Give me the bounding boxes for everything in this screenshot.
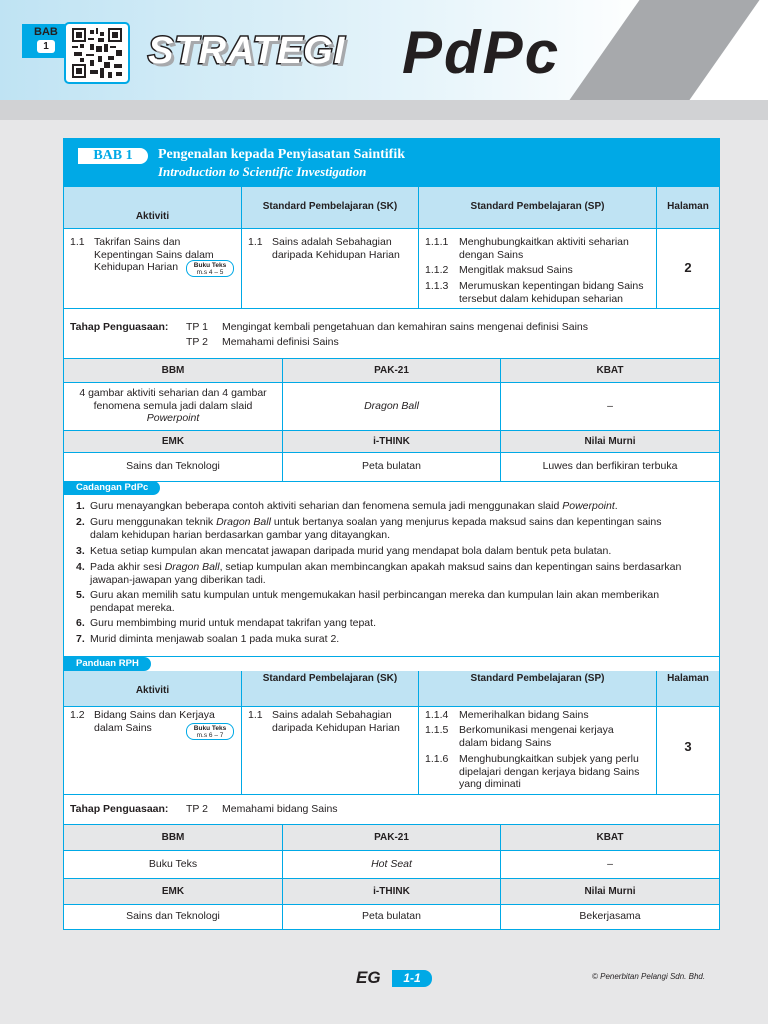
content-frame: [63, 138, 720, 930]
bbm-header: BBM: [161, 365, 185, 376]
tahap-text: Mengingat kembali pengetahuan dan kemahiran sains mengenai definisi Sains: [222, 321, 588, 333]
item-number: 6.: [76, 617, 85, 629]
section2-emk-header: [64, 879, 719, 905]
bab-tag: [22, 24, 68, 58]
item-text: Guru akan memilih satu kumpulan untuk mengemukakan hasil perbincangan mereka dan kumpulan lain akan memberikan pendapat mereka.: [90, 589, 660, 614]
tahap-code: TP 2: [186, 803, 208, 815]
title-pdpc: PdPc: [402, 19, 561, 86]
emk-header: EMK: [161, 886, 185, 897]
section2-tahap-row: [64, 795, 719, 825]
item-text: Guru membimbing murid untuk mendapat takrifan yang tepat.: [90, 617, 376, 629]
item-number: 3.: [76, 545, 85, 557]
section1-header-row: [64, 187, 719, 229]
ithink-value: Peta bulatan: [282, 453, 500, 481]
sp-number: 1.1.1: [425, 236, 449, 248]
tahap-text: Memahami bidang Sains: [222, 803, 338, 815]
header-sk: Standard Pembelajaran (SK): [241, 187, 418, 228]
header-sp: Standard Pembelajaran (SP): [418, 187, 656, 228]
aktiviti-line: Kehidupan Harian: [94, 261, 179, 273]
buku-teks-pages: m.s 6 – 7: [196, 732, 224, 739]
sp-line: dengan Sains: [459, 248, 524, 261]
item-number: 4.: [76, 561, 85, 573]
sp-line: dalam bidang Sains: [459, 736, 552, 749]
sp-number: 1.1.5: [425, 724, 449, 736]
sp-line: Berkomunikasi mengenai kerjaya: [459, 724, 614, 736]
sp-line: Menghubungkaitkan subjek yang perlu: [459, 753, 639, 765]
sp-line: Merumuskan kepentingan bidang Sains: [459, 280, 644, 292]
section1-bbm-header: [64, 359, 719, 383]
section2-bbm-header: [64, 825, 719, 851]
halaman-value: 3: [656, 707, 719, 794]
tahap-code: TP 1: [186, 321, 208, 333]
aktiviti-line: dalam Sains: [94, 721, 152, 734]
header-aktiviti: Aktiviti: [135, 685, 170, 696]
section1-emk-header: [64, 431, 719, 453]
sp-cell: [418, 229, 656, 308]
item-number: 7.: [76, 633, 85, 645]
sp-cell: [418, 707, 656, 794]
item-number: 2.: [76, 516, 85, 528]
cadangan-box: [64, 481, 719, 657]
buku-teks-pages: m.s 4 – 5: [196, 269, 224, 276]
bbm-line: Powerpoint: [146, 412, 200, 424]
bbm-value: [64, 383, 282, 430]
header-halaman: Halaman: [656, 187, 719, 228]
sp-line: Memerihalkan bidang Sains: [459, 709, 589, 721]
sk-cell: [241, 229, 418, 308]
sp-line: tersebut dalam kehidupan seharian: [459, 292, 624, 305]
sp-line: Mengitlak maksud Sains: [459, 264, 573, 276]
aktiviti-line: Kepentingan Sains dalam: [94, 248, 214, 261]
sk-line: daripada Kehidupan Harian: [272, 721, 400, 734]
aktiviti-cell: [64, 229, 241, 308]
bbm-line: 4 gambar aktiviti seharian dan 4 gambar: [79, 387, 267, 399]
bbm-header: BBM: [161, 832, 185, 843]
bab-label: BAB: [34, 26, 58, 38]
title-strategi: STRATEGI: [148, 30, 346, 72]
footer-page-number: 1-1: [392, 970, 432, 987]
tahap-label: Tahap Penguasaan:: [70, 803, 169, 815]
nilai-header: Nilai Murni: [500, 879, 719, 904]
halaman-value: 2: [656, 229, 719, 308]
section1-emk-values: [64, 453, 719, 481]
buku-teks-label: Buku Teks: [193, 725, 227, 732]
emk-value: Sains dan Teknologi: [126, 460, 220, 472]
kbat-value: –: [500, 851, 719, 878]
aktiviti-line: Bidang Sains dan Kerjaya: [94, 709, 215, 721]
footer-copyright: © Penerbitan Pelangi Sdn. Bhd.: [592, 972, 706, 981]
bbm-line: fenomena semula jadi dalam slaid: [93, 399, 253, 412]
page-header: [0, 0, 768, 120]
item-text: Murid diminta menjawab soalan 1 pada muka surat 2.: [90, 633, 340, 645]
section2-content-row: [64, 707, 719, 795]
item-number: 5.: [76, 589, 85, 601]
header-gray-bar: [0, 100, 768, 120]
tahap-text: Memahami definisi Sains: [222, 336, 339, 348]
sk-number: 1.1: [248, 709, 263, 721]
item-text: Guru menayangkan beberapa contoh aktiviti seharian dan fenomena semula jadi menggunakan slaid Powerpoint.: [90, 500, 618, 512]
nilai-value: Luwes dan berfikiran terbuka: [500, 453, 719, 481]
header-sp: Standard Pembelajaran (SP): [418, 671, 656, 706]
qr-code-graphic: [70, 28, 124, 78]
tahap-code: TP 2: [186, 336, 208, 348]
sk-number: 1.1: [248, 236, 263, 248]
aktiviti-line: Takrifan Sains dan: [94, 236, 181, 248]
section2-tab: Panduan RPH: [64, 657, 151, 671]
ithink-value: Peta bulatan: [282, 905, 500, 929]
ithink-header: i-THINK: [282, 879, 500, 904]
aktiviti-number: 1.2: [70, 709, 85, 721]
pak-value: Hot Seat: [282, 851, 500, 878]
emk-value: Sains dan Teknologi: [126, 910, 220, 922]
tahap-label: Tahap Penguasaan:: [70, 321, 169, 333]
chapter-number: BAB 1: [78, 148, 148, 164]
bab-number: 1: [37, 40, 55, 53]
sp-number: 1.1.6: [425, 753, 449, 765]
section1-bbm-values: [64, 383, 719, 431]
sk-line: Sains adalah Sebahagian: [272, 709, 392, 721]
nilai-header: Nilai Murni: [500, 431, 719, 452]
sk-line: daripada Kehidupan Harian: [272, 248, 400, 261]
item-number: 1.: [76, 500, 85, 512]
ithink-header: i-THINK: [282, 431, 500, 452]
section1-tahap-row: [64, 309, 719, 359]
pak-header: PAK-21: [282, 359, 500, 382]
aktiviti-number: 1.1: [70, 236, 85, 248]
kbat-header: KBAT: [500, 359, 719, 382]
buku-teks-label: Buku Teks: [193, 262, 227, 269]
sp-number: 1.1.2: [425, 264, 449, 276]
aktiviti-cell: [64, 707, 241, 794]
qr-code-icon[interactable]: [64, 22, 130, 84]
sp-number: 1.1.3: [425, 280, 449, 292]
kbat-value: –: [500, 383, 719, 430]
section2-bbm-values: [64, 851, 719, 879]
sp-number: 1.1.4: [425, 709, 449, 721]
sp-line: yang diminati: [459, 778, 521, 790]
sk-cell: [241, 707, 418, 794]
item-text: Pada akhir sesi Dragon Ball, setiap kumpulan akan membincangkan apakah maksud sains dan kepentingan sains berdasarkan jawapan-jawapan yang diberikan tadi.: [90, 561, 682, 586]
section2-header-row: [64, 671, 719, 707]
pak-value: Dragon Ball: [282, 383, 500, 430]
kbat-header: KBAT: [500, 825, 719, 850]
chapter-title-ms: Pengenalan kepada Penyiasatan Saintifik: [158, 147, 405, 162]
header-aktiviti: Aktiviti: [135, 211, 170, 222]
section2-emk-values: [64, 905, 719, 929]
sp-line: Menghubungkaitkan aktiviti seharian: [459, 236, 629, 248]
chapter-banner: [64, 139, 719, 187]
sk-line: Sains adalah Sebahagian: [272, 236, 392, 248]
header-halaman: Halaman: [656, 671, 719, 706]
header-sk: Standard Pembelajaran (SK): [241, 671, 418, 706]
item-text: Guru menggunakan teknik Dragon Ball untuk bertanya soalan yang menjurus kepada maksud sains dan kepentingan sains dalam kehidupan harian berdasarkan gambar yang ditayangkan.: [90, 516, 662, 541]
nilai-value: Bekerjasama: [500, 905, 719, 929]
buku-teks-badge: [186, 260, 234, 277]
pak-header: PAK-21: [282, 825, 500, 850]
footer-eg-label: EG: [356, 968, 381, 987]
section1-content-row: [64, 229, 719, 309]
bbm-value: Buku Teks: [148, 858, 198, 870]
sp-line: dipelajari dengan kerjaya bidang Sains: [459, 765, 640, 778]
buku-teks-badge: [186, 723, 234, 740]
item-text: Ketua setiap kumpulan akan mencatat jawapan daripada murid yang mendapat bola dalam bentuk peta bulatan.: [90, 545, 612, 557]
cadangan-tab: Cadangan PdPc: [64, 481, 160, 495]
chapter-title-en: Introduction to Scientific Investigation: [158, 164, 367, 179]
emk-header: EMK: [161, 436, 185, 447]
